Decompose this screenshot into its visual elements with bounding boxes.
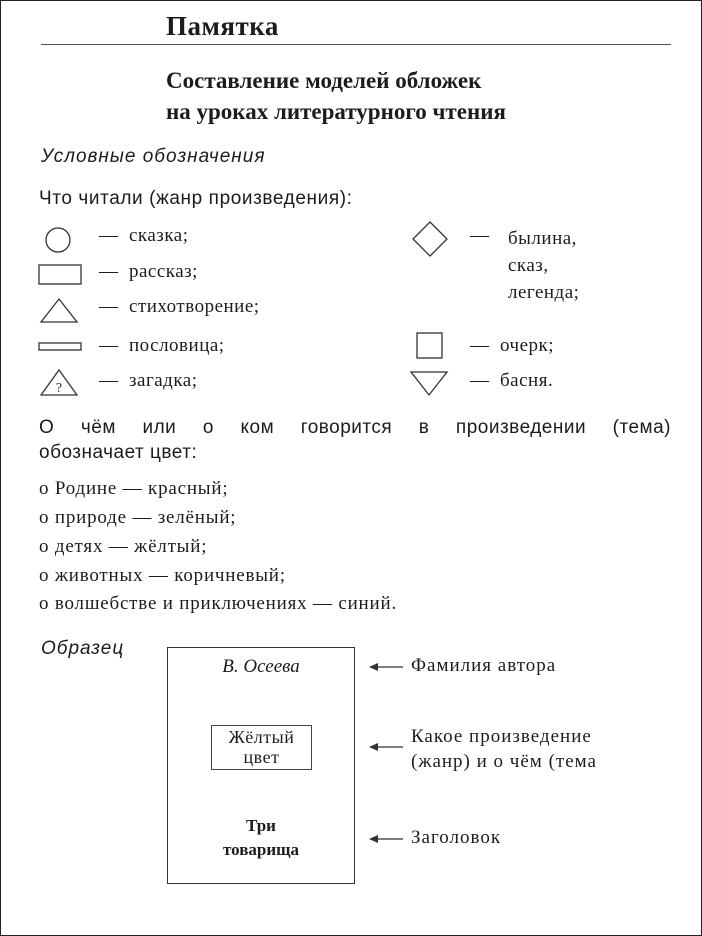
legend-label-fairy-tale: сказка; bbox=[129, 225, 189, 246]
legend-row-proverb bbox=[99, 335, 225, 357]
legend-dash: — bbox=[99, 296, 119, 317]
genre-intro: Что читали (жанр произведения): bbox=[39, 188, 353, 209]
triangle-icon bbox=[40, 297, 80, 325]
arrow-left-icon bbox=[369, 833, 405, 845]
arrow-left-icon bbox=[369, 661, 405, 673]
legend-dash: — bbox=[99, 261, 119, 282]
question-mark: ? bbox=[55, 381, 63, 396]
annotation-genre-line-2: (жанр) и о чём (тема bbox=[411, 751, 597, 772]
legend-label-riddle: загадка; bbox=[129, 370, 198, 391]
legend-dash: — bbox=[99, 370, 119, 391]
sample-heading: Образец bbox=[41, 638, 125, 659]
legend-label-poem: стихотворение; bbox=[129, 296, 260, 317]
cover-author: В. Осеева bbox=[222, 656, 300, 677]
colour-item-children: о детях — жёлтый; bbox=[39, 536, 208, 557]
legend-dash-bylina: — bbox=[470, 225, 490, 246]
legend-label-bylina-line-1: былина, bbox=[508, 228, 577, 249]
arrow-left-icon bbox=[369, 741, 405, 753]
colour-item-nature: о природе — зелёный; bbox=[39, 507, 237, 528]
rectangle-icon bbox=[38, 263, 83, 287]
page-subtitle bbox=[166, 65, 506, 127]
subtitle-line-1: Составление моделей обложек bbox=[166, 68, 482, 93]
legend-label-story: рассказ; bbox=[129, 261, 198, 282]
annotation-author: Фамилия автора bbox=[411, 655, 557, 676]
annotation-genre bbox=[411, 724, 597, 774]
legend-dash: — bbox=[99, 335, 119, 356]
legend-label-essay: очерк; bbox=[500, 335, 555, 356]
circle-icon bbox=[44, 226, 72, 254]
diamond-icon bbox=[411, 220, 449, 258]
theme-intro-line-2: обозначает цвет: bbox=[39, 442, 198, 463]
colour-item-homeland: о Родине — красный; bbox=[39, 478, 229, 499]
square-icon bbox=[416, 332, 444, 360]
legend-label-bylina-line-3: легенда; bbox=[508, 282, 580, 303]
legend-row-story bbox=[99, 261, 198, 283]
legend-dash: — bbox=[99, 225, 119, 246]
cover-box-line-1: Жёлтый bbox=[228, 727, 295, 747]
legend-dash: — bbox=[470, 335, 490, 356]
legend-row-essay bbox=[470, 335, 554, 357]
legend-row-fable bbox=[470, 370, 553, 392]
annotation-genre-line-1: Какое произведение bbox=[411, 726, 592, 747]
sample-cover bbox=[167, 647, 355, 884]
page-title: Памятка bbox=[166, 11, 279, 41]
legend-label-bylina-line-2: сказ, bbox=[508, 255, 549, 276]
narrow-strip-icon bbox=[38, 341, 83, 353]
annotation-title: Заголовок bbox=[411, 827, 502, 848]
inverted-triangle-icon bbox=[410, 370, 450, 398]
legend-heading: Условные обозначения bbox=[41, 146, 266, 167]
legend-row-riddle bbox=[99, 370, 198, 392]
theme-intro-line-1: О чём или о ком говорится в произведении (тема) bbox=[39, 417, 671, 438]
theme-intro bbox=[39, 415, 671, 465]
legend-row-fairy-tale bbox=[99, 225, 188, 247]
legend-dash: — bbox=[470, 370, 490, 391]
legend-row-poem bbox=[99, 296, 260, 318]
colour-item-animals: о животных — коричневый; bbox=[39, 565, 286, 586]
legend-label-bylina bbox=[508, 225, 579, 306]
legend-label-proverb: пословица; bbox=[129, 335, 225, 356]
subtitle-line-2: на уроках литературного чтения bbox=[166, 99, 506, 124]
cover-title-line-1: Три bbox=[246, 816, 276, 835]
cover-colour-box bbox=[211, 725, 312, 770]
title-rule bbox=[41, 44, 671, 45]
colour-item-magic: о волшебстве и приключениях — синий. bbox=[39, 593, 397, 614]
cover-title-line-2: товарища bbox=[223, 840, 299, 859]
legend-label-fable: басня. bbox=[500, 370, 554, 391]
cover-box-line-2: цвет bbox=[243, 747, 280, 767]
question-triangle-icon bbox=[40, 368, 80, 398]
